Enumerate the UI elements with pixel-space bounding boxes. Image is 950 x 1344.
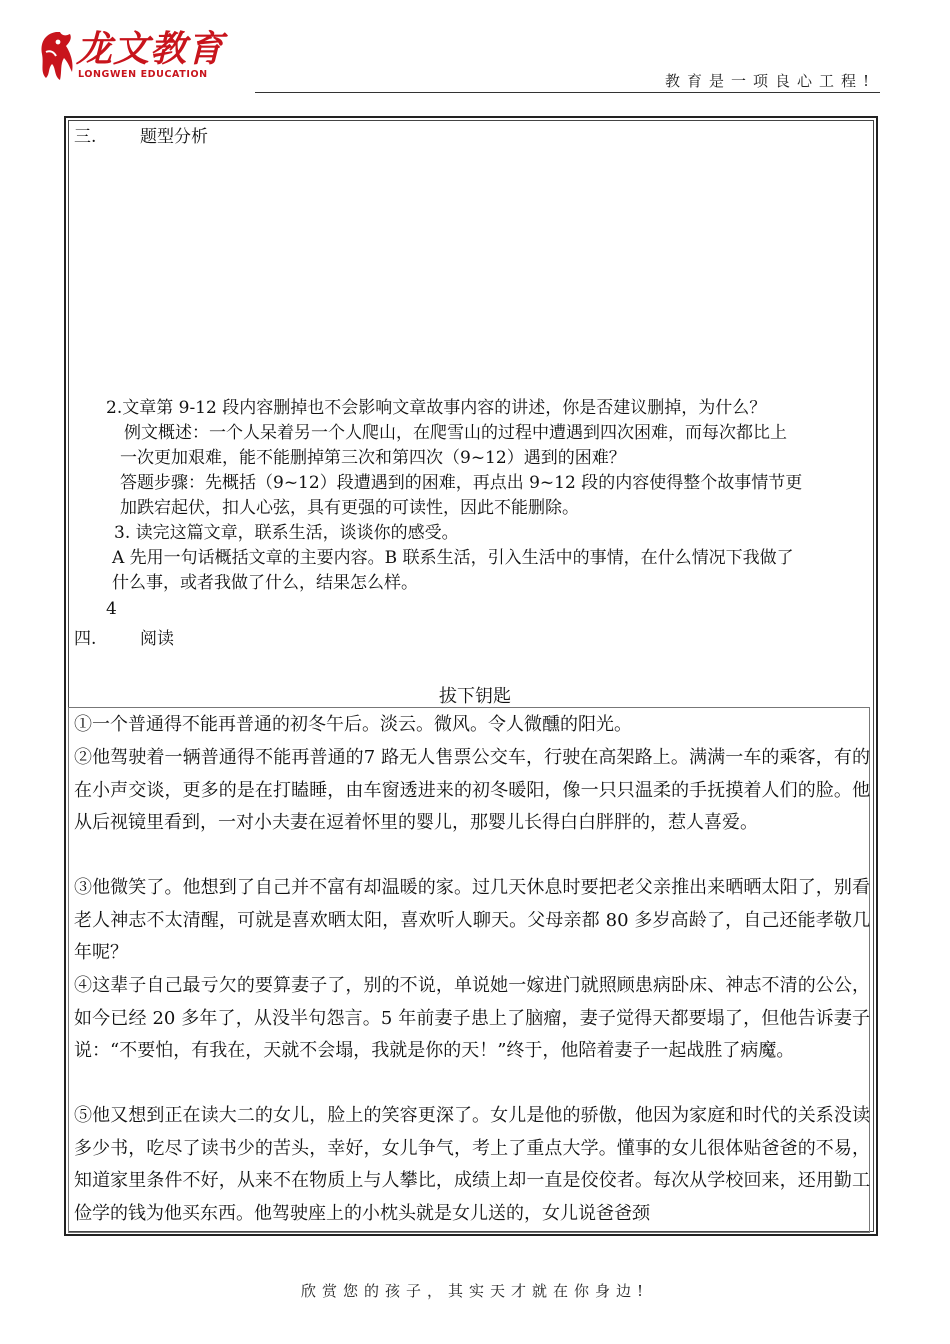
answer-steps-line-1: 答题步骤：先概括（9~12）段遭遇到的困难，再点出 9~12 段的内容使得整个故事情节更	[120, 473, 803, 493]
passage-paragraph-4: ④这辈子自己最亏欠的要算妻子了，别的不说，单说她一嫁进门就照顾患病卧床、神志不清的公公，如今已经 20 多年了，从没半句怨言。5 年前妻子患上了脑瘤，妻子觉得天都要塌了，但他告诉妻子说：“不要怕，有我在，天就不会塌，我就是你的天！”终于，他陪着妻子一起战胜了病魔。	[74, 975, 870, 1061]
brand-name: 龙文教育	[76, 29, 225, 70]
passage-title: 拔下钥匙	[439, 686, 511, 707]
section-3-number: 三.	[74, 127, 97, 147]
question-3-hint-line-2: 什么事，或者我做了什么，结果怎么样。	[112, 573, 418, 593]
example-summary-line-1: 例文概述：一个人呆着另一个人爬山，在爬雪山的过程中遭遇到四次困难，而每次都比上	[124, 423, 787, 443]
example-summary-line-2: 一次更加艰难，能不能删掉第三次和第四次（9~12）遇到的困难？	[120, 448, 626, 468]
answer-steps-line-2: 加跌宕起伏，扣人心弦，具有更强的可读性，因此不能删除。	[120, 498, 579, 518]
question-3-hint-line-1: A 先用一句话概括文章的主要内容。B 联系生活，引入生活中的事情，在什么情况下我做了	[112, 548, 794, 568]
question-3-line: 3. 读完这篇文章，联系生活，谈谈你的感受。	[114, 523, 459, 543]
passage-paragraph-1: ①一个普通得不能再普通的初冬午后。淡云。微风。令人微醺的阳光。	[74, 714, 632, 735]
question-2-line: 2.文章第 9-12 段内容删掉也不会影响文章故事内容的讲述，你是否建议删掉，为什么？	[106, 398, 767, 418]
footer-slogan: 欣赏您的孩子，其实天才就在你身边!	[300, 1282, 650, 1300]
section-4-number: 四.	[74, 629, 97, 649]
passage-paragraph-2: ②他驾驶着一辆普通得不能再普通的7 路无人售票公交车，行驶在高架路上。满满一车的乘客，有的在小声交谈，更多的是在打瞌睡，由车窗透进来的初冬暖阳，像一只只温柔的手抚摸着人们的脸。他从后视镜里看到，一对小夫妻在逗着怀里的婴儿，那婴儿长得白白胖胖的，惹人喜爱。	[74, 747, 870, 833]
section-3-title: 题型分析	[140, 127, 208, 147]
header-divider	[255, 92, 880, 93]
section-4-title: 阅读	[140, 629, 174, 649]
question-4-number: 4	[106, 599, 117, 619]
brand-name-english: LONGWEN EDUCATION	[78, 69, 208, 80]
passage-paragraph-3: ③他微笑了。他想到了自己并不富有却温暖的家。过几天休息时要把老父亲推出来晒晒太阳了，别看老人神志不太清醒，可就是喜欢晒太阳，喜欢听人聊天。父母亲都 80 多岁高龄了，自己还能孝敬几年呢？	[74, 877, 870, 963]
header-motto: 教育是一项良心工程!	[664, 72, 876, 90]
dragon-logo-icon	[36, 28, 76, 82]
brand-logo	[36, 28, 236, 84]
passage-paragraph-5: ⑤他又想到正在读大二的女儿，脸上的笑容更深了。女儿是他的骄傲，他因为家庭和时代的关系没读多少书，吃尽了读书少的苦头，幸好，女儿争气，考上了重点大学。懂事的女儿很体贴爸爸的不易，知道家里条件不好，从来不在物质上与人攀比，成绩上却一直是佼佼者。每次从学校回来，还用勤工俭学的钱为他买东西。他驾驶座上的小枕头就是女儿送的，女儿说爸爸颈	[74, 1105, 870, 1224]
